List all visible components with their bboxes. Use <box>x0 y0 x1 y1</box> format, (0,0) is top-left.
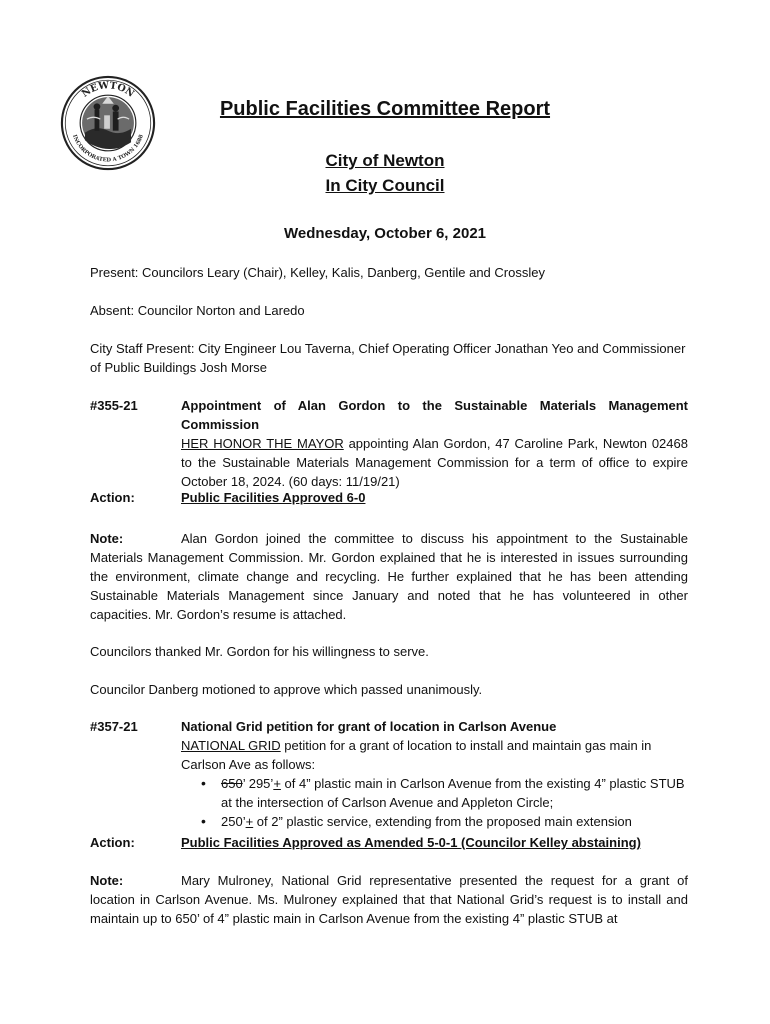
item-heading: National Grid petition for grant of location in Carlson Avenue <box>181 719 557 734</box>
item-357-21-note <box>90 871 688 928</box>
present-line: Present: Councilors Leary (Chair), Kelley, Kalis, Danberg, Gentile and Crossley <box>90 265 545 280</box>
item-description <box>181 736 688 774</box>
item-body <box>181 717 688 831</box>
svg-text:INCORPORATED A TOWN 1688: INCORPORATED A TOWN 1688 <box>71 133 145 164</box>
thanks-line: Councilors thanked Mr. Gordon for his willingness to serve. <box>90 644 429 659</box>
item-heading: Appointment of Alan Gordon to the Sustainable Materials Management Commission <box>181 398 688 432</box>
list-item <box>221 812 688 831</box>
plus-sign: + <box>273 776 281 791</box>
city-name: City of Newton <box>325 151 445 170</box>
item-355-21 <box>90 396 688 506</box>
action-result: Public Facilities Approved as Amended 5-0-1 (Councilor Kelley abstaining) <box>181 835 641 850</box>
note-text: Alan Gordon joined the committee to discuss his appointment to the Sustainable Materials Management Commission. Mr. Gordon explained that he is interested in issues surrounding the environment, climate change and recycling. He further explained that he has been attending Sustainable Materials Management since January and noted that he has volunteered in other capacities. Mr. Gordon’s resume is attached. <box>90 531 688 622</box>
item-body <box>181 396 688 491</box>
item-355-21-note <box>90 529 688 624</box>
item-text: appointing Alan Gordon, 47 Caroline Park, Newton 02468 to the Sustainable Materials Management Commission for a term of office to expire October 18, 2024. (60 days: 11/19/21) <box>181 436 688 489</box>
action-label: Action: <box>90 835 135 850</box>
bullet-text: of 2” plastic service, extending from the proposed main extension <box>253 814 632 829</box>
note-label: Note: <box>90 873 124 888</box>
bullet-list <box>181 774 688 831</box>
item-sponsor: NATIONAL GRID <box>181 738 281 753</box>
absent-line: Absent: Councilor Norton and Laredo <box>90 303 305 318</box>
struck-value: 650 <box>221 776 243 791</box>
note-label: Note: <box>90 531 124 546</box>
bullet-text-pre: 250’ <box>221 814 246 829</box>
item-text: petition for a grant of location to install and maintain gas main in Carlson Ave as follows: <box>181 738 652 772</box>
item-number: #357-21 <box>90 719 138 734</box>
bullet-text: of 4” plastic main in Carlson Avenue from the existing 4” plastic STUB at the intersection of Carlson Avenue and Appleton Circle; <box>221 776 685 810</box>
plus-sign: + <box>245 814 254 829</box>
bullet-text-pre: ’ 295’ <box>242 776 274 791</box>
report-title: Public Facilities Committee Report <box>219 98 551 120</box>
list-item <box>221 774 688 812</box>
item-description <box>181 434 688 491</box>
meeting-date: Wednesday, October 6, 2021 <box>283 225 487 242</box>
note-text: Mary Mulroney, National Grid representative presented the request for a grant of location in Carlson Avenue. Ms. Mulroney explained that that National Grid’s request is to install and maintain up to 650’ of 4” plastic main in Carlson Avenue from the existing 4” plastic STUB at <box>90 873 688 926</box>
staff-line: City Staff Present: City Engineer Lou Taverna, Chief Operating Officer Jonathan Yeo and Commissioner of Public Buildings Josh Morse <box>90 341 686 375</box>
motion-line: Councilor Danberg motioned to approve which passed unanimously. <box>90 682 483 697</box>
action-result: Public Facilities Approved 6-0 <box>181 490 366 505</box>
item-357-21 <box>90 717 688 857</box>
item-number: #355-21 <box>90 398 138 413</box>
council-name: In City Council <box>325 176 445 195</box>
action-label: Action: <box>90 490 135 505</box>
svg-text:NEWTON: NEWTON <box>79 80 137 100</box>
item-sponsor: HER HONOR THE MAYOR <box>181 436 344 451</box>
